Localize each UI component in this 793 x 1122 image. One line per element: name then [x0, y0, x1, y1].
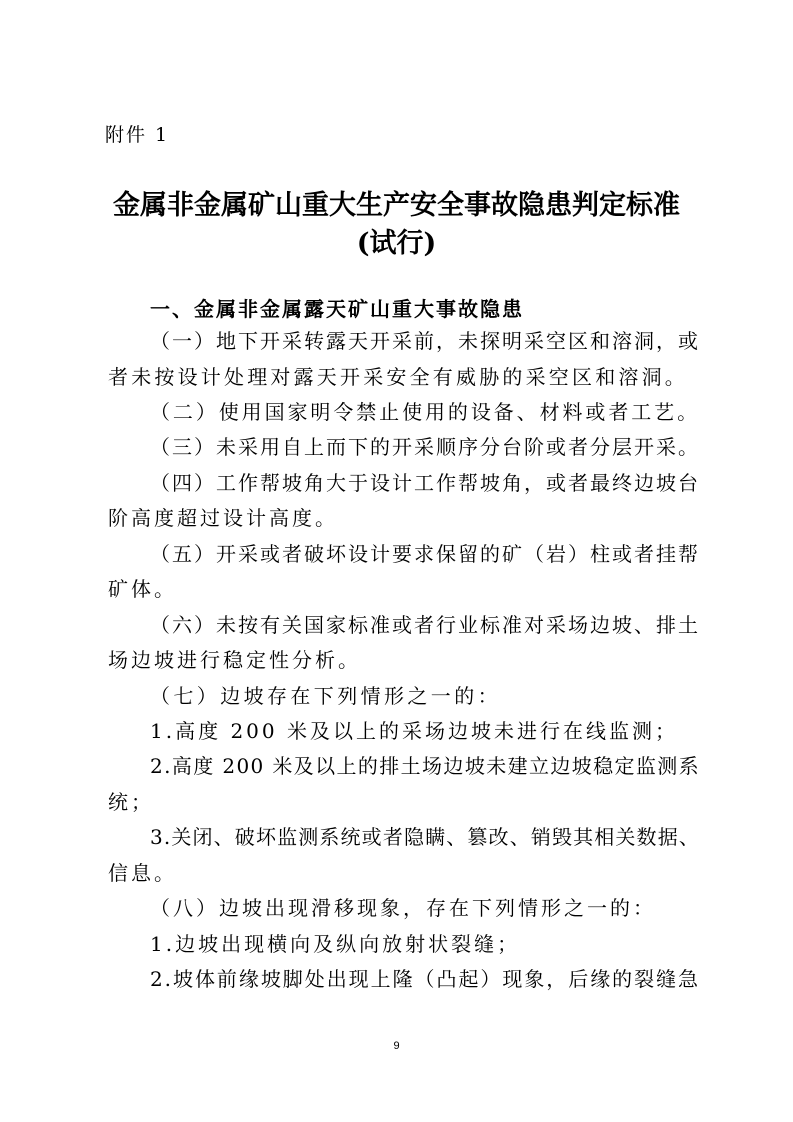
- paragraph-line: 者未按设计处理对露天开采安全有威胁的采空区和溶洞。: [108, 365, 688, 389]
- paragraph-line: 2.坡体前缘坡脚处出现上隆（凸起）现象，后缘的裂缝急: [150, 967, 700, 991]
- paragraph-line: 1.高度 200 米及以上的采场边坡未进行在线监测；: [150, 719, 678, 743]
- paragraph-line: （八）边坡出现滑移现象，存在下列情形之一的：: [150, 896, 656, 920]
- paragraph-line: （五）开采或者破坏设计要求保留的矿（岩）柱或者挂帮: [150, 542, 700, 566]
- paragraph-line: 2.高度 200 米及以上的排土场边坡未建立边坡稳定监测系: [150, 754, 700, 778]
- paragraph-line: 矿体。: [108, 577, 177, 601]
- paragraph-line: 信息。: [108, 861, 177, 885]
- paragraph-line: （六）未按有关国家标准或者行业标准对采场边坡、排土: [150, 613, 700, 637]
- paragraph-line: 场边坡进行稳定性分析。: [108, 648, 361, 672]
- paragraph-line: （一）地下开采转露天开采前，未探明采空区和溶洞，或: [150, 329, 700, 353]
- paragraph-line: 3.关闭、破坏监测系统或者隐瞒、篡改、销毁其相关数据、: [150, 825, 700, 849]
- paragraph-line: 统；: [108, 790, 154, 814]
- paragraph-line: （四）工作帮坡角大于设计工作帮坡角，或者最终边坡台: [150, 471, 700, 495]
- paragraph-line: （七）边坡存在下列情形之一的：: [150, 684, 501, 708]
- document-title-subtitle: (试行): [356, 228, 437, 259]
- paragraph-line: 1.边坡出现横向及纵向放射状裂缝；: [150, 932, 521, 956]
- paragraph-line: （三）未采用自上而下的开采顺序分台阶或者分层开采。: [150, 435, 700, 459]
- page-number: 9: [393, 1040, 400, 1052]
- attachment-label: 附件 1: [105, 124, 170, 146]
- paragraph-line: （二）使用国家明令禁止使用的设备、材料或者工艺。: [150, 400, 700, 424]
- section-heading: 一、金属非金属露天矿山重大事故隐患: [150, 297, 524, 321]
- paragraph-line: 阶高度超过设计高度。: [108, 506, 338, 530]
- document-title: 金属非金属矿山重大生产安全事故隐患判定标准: [113, 190, 680, 221]
